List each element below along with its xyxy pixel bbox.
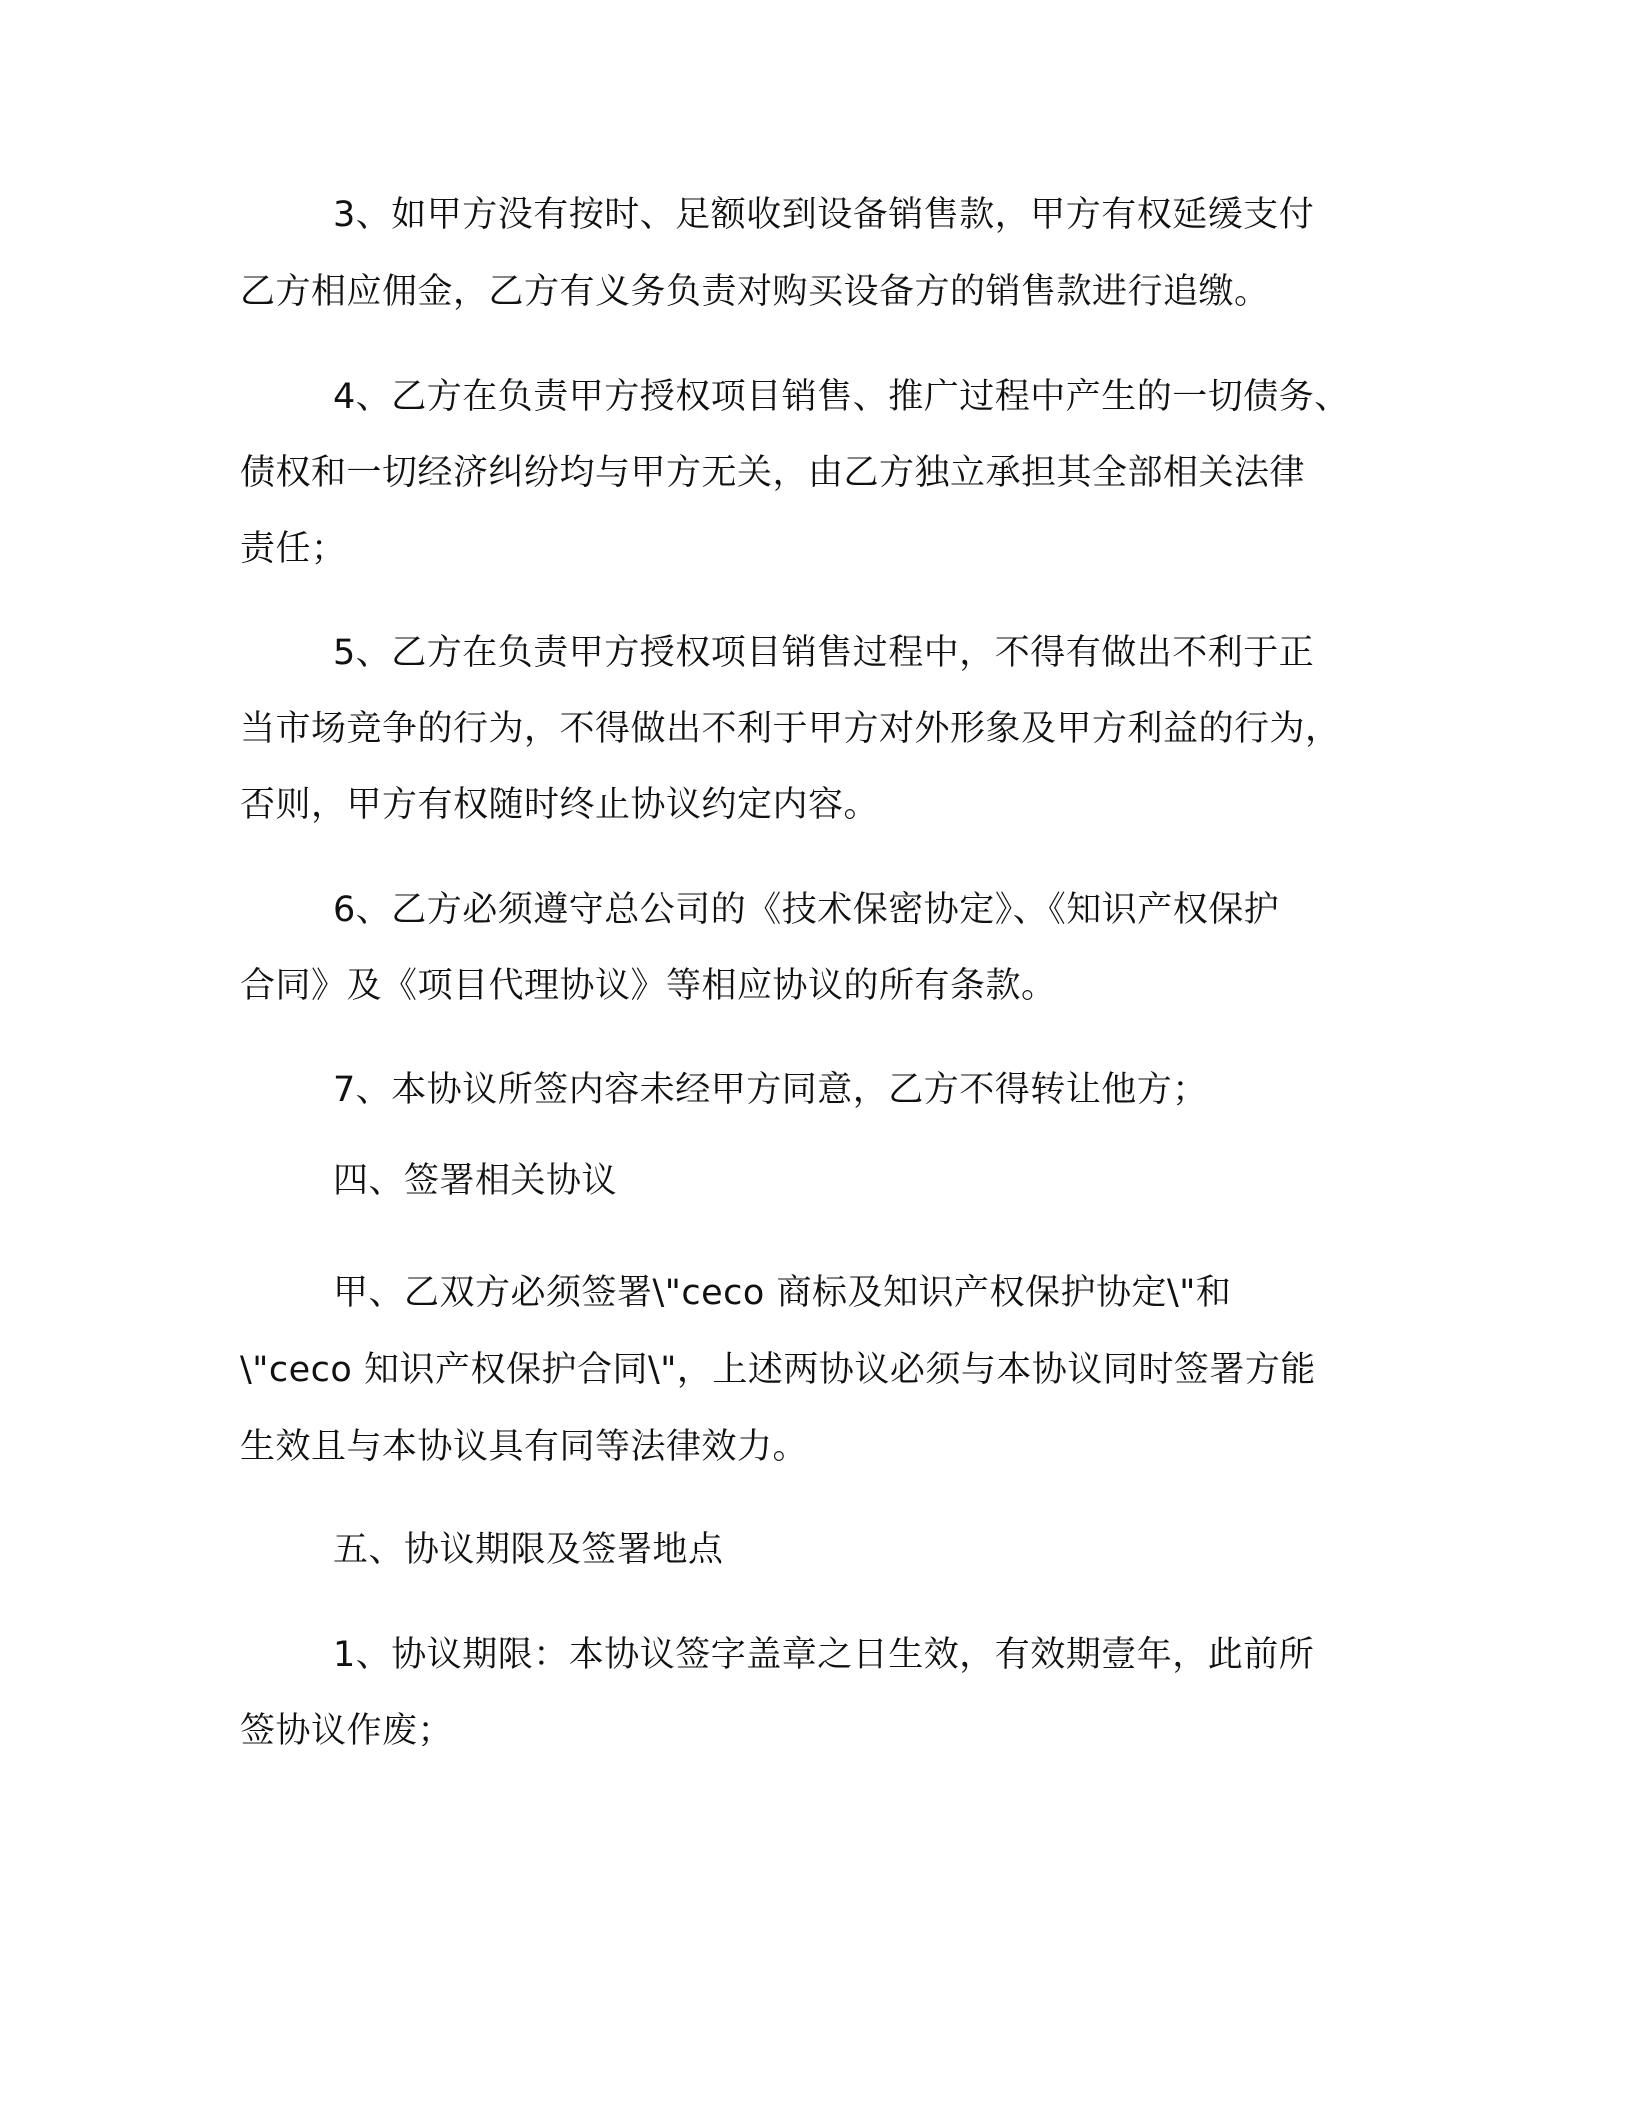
clause-4-line-2: 债权和一切经济纠纷均与甲方无关，由乙方独立承担其全部相关法律 <box>240 453 1306 493</box>
section-4-line-3: 生效且与本协议具有同等法律效力。 <box>240 1427 809 1467</box>
clause-5-line-3: 否则，甲方有权随时终止协议约定内容。 <box>240 785 880 825</box>
section-5-clause-1-line-2: 签协议作废； <box>240 1711 454 1751</box>
section-5-heading: 五、协议期限及签署地点 <box>333 1530 724 1570</box>
section-5-clause-1-line-1: 1、协议期限：本协议签字盖章之日生效，有效期壹年，此前所 <box>333 1635 1315 1675</box>
section-4-heading: 四、签署相关协议 <box>333 1161 618 1201</box>
clause-4-line-1: 4、乙方在负责甲方授权项目销售、推广过程中产生的一切债务、 <box>333 377 1350 417</box>
clause-3-line-2: 乙方相应佣金，乙方有义务负责对购买设备方的销售款进行追缴。 <box>240 272 1270 312</box>
clause-6-line-2: 合同》及《项目代理协议》等相应协议的所有条款。 <box>240 966 1057 1006</box>
section-4-line-2: \"ceco 知识产权保护合同\"，上述两协议必须与本协议同时签署方能 <box>240 1350 1316 1390</box>
clause-3-line-1: 3、如甲方没有按时、足额收到设备销售款，甲方有权延缓支付 <box>333 195 1315 235</box>
clause-5-line-1: 5、乙方在负责甲方授权项目销售过程中，不得有做出不利于正 <box>333 633 1315 673</box>
clause-5-line-2: 当市场竞争的行为，不得做出不利于甲方对外形象及甲方利益的行为， <box>240 709 1341 749</box>
clause-6-line-1: 6、乙方必须遵守总公司的《技术保密协定》、《知识产权保护 <box>333 890 1280 930</box>
section-4-line-1: 甲、乙双方必须签署\"ceco 商标及知识产权保护协定\"和 <box>333 1273 1232 1313</box>
clause-7-line-1: 7、本协议所签内容未经甲方同意，乙方不得转让他方； <box>333 1070 1208 1110</box>
clause-4-line-3: 责任； <box>240 529 347 569</box>
